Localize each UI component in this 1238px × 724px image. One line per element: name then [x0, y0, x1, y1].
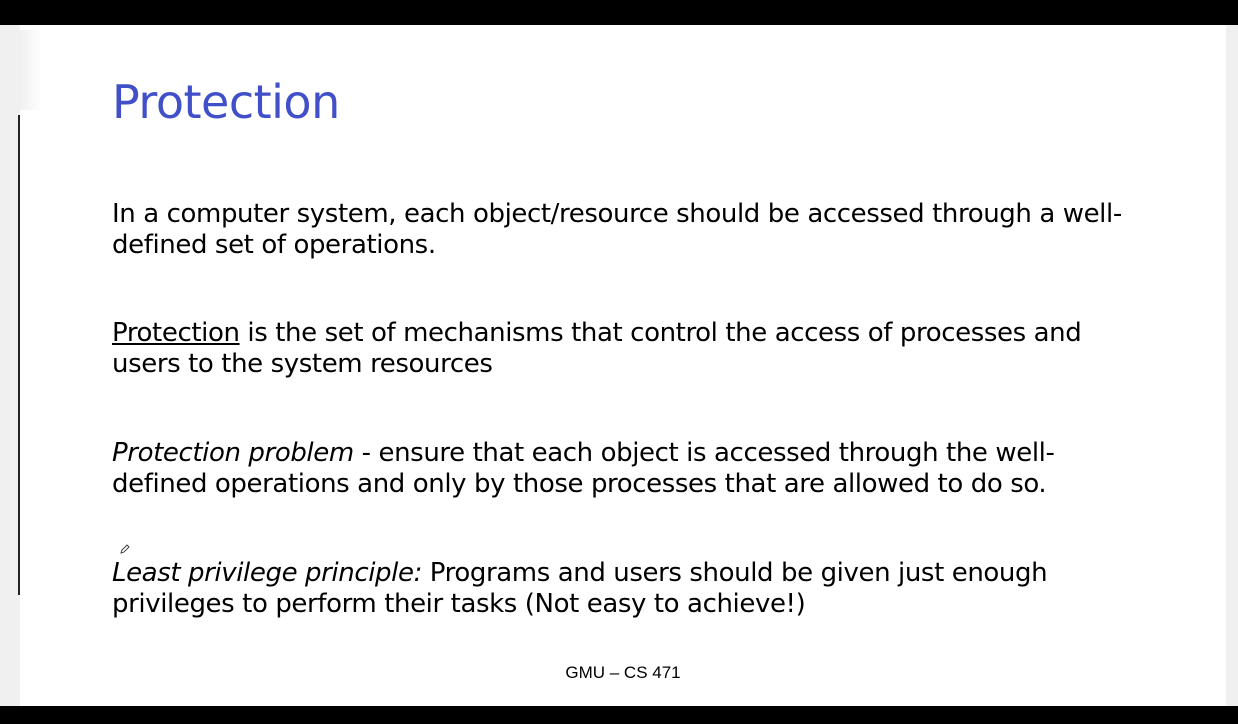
paragraph-operations — [112, 199, 1142, 261]
left-margin — [0, 25, 20, 706]
bottom-black-bar — [0, 706, 1238, 724]
slide-footer: GMU – CS 471 — [565, 663, 681, 682]
paragraph-protection-definition — [112, 318, 1142, 380]
protection-definition-text: is the set of mechanisms that control the access of processes and users to the system resources — [112, 318, 1082, 379]
slide — [20, 25, 1226, 706]
least-privilege-text: Programs and users should be given just enough privileges to perform their tasks (Not easy to achieve!) — [112, 558, 1048, 619]
protection-problem-term: Protection problem — [112, 438, 354, 468]
right-margin — [1226, 25, 1238, 706]
pen-icon — [120, 544, 130, 554]
protection-problem-text: - ensure that each object is accessed through the well-defined operations and only by those processes that are allowed to do so. — [112, 438, 1055, 499]
paragraph-least-privilege — [112, 558, 1142, 620]
left-shadow — [20, 30, 42, 110]
slide-title: Protection — [112, 75, 340, 129]
left-divider-line — [18, 115, 20, 595]
least-privilege-term: Least privilege principle: — [112, 558, 422, 588]
paragraph-protection-problem — [112, 438, 1142, 500]
protection-term: Protection — [112, 318, 240, 348]
top-black-bar — [0, 0, 1238, 25]
paragraph-operations-text: In a computer system, each object/resource should be accessed through a well-defined set of operations. — [112, 199, 1122, 260]
